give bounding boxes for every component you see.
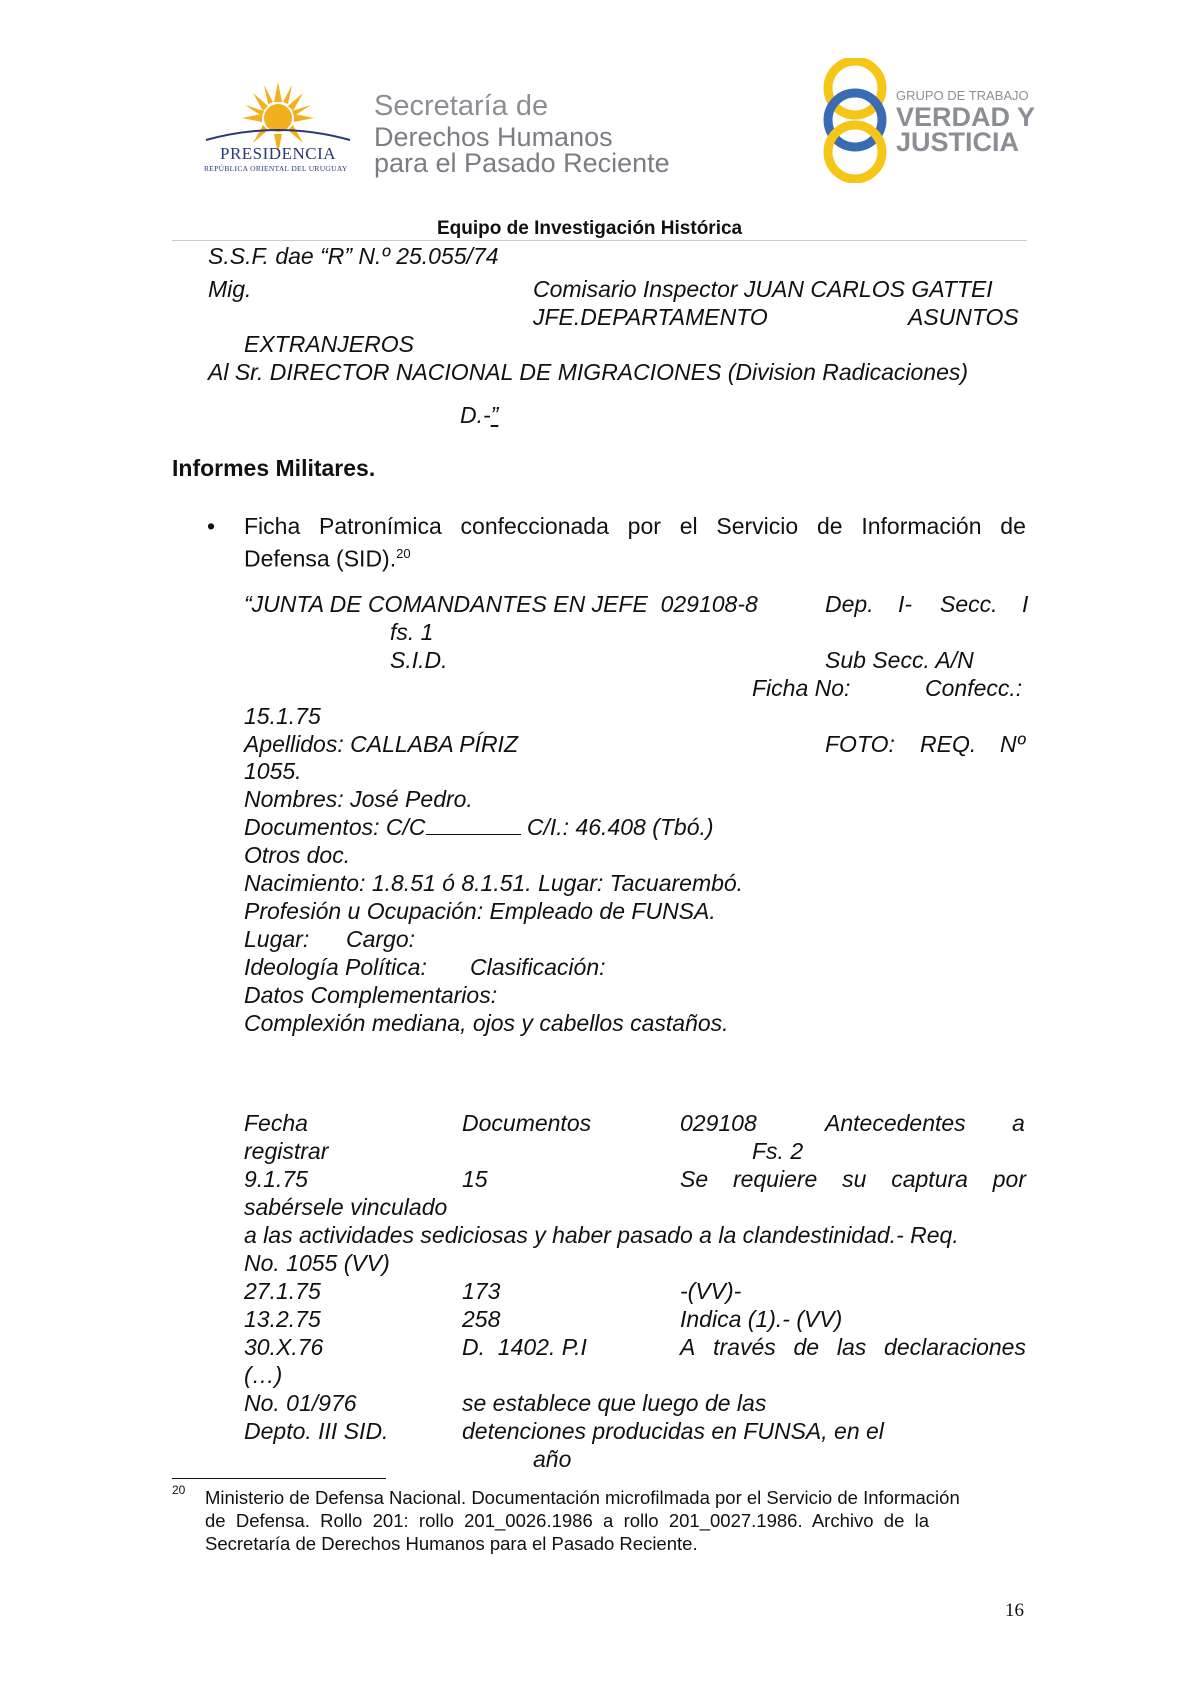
closing-d: D.-” bbox=[460, 402, 499, 428]
row6-text: detenciones producidas en FUNSA, en el bbox=[462, 1418, 884, 1444]
ficha-req: REQ. bbox=[920, 731, 977, 757]
ficha-apellidos: Apellidos: CALLABA PÍRIZ bbox=[244, 731, 518, 757]
ficha-nombres: Nombres: José Pedro. bbox=[244, 786, 473, 812]
secretaria-line-2: Derechos Humanos bbox=[374, 122, 613, 152]
row6-dept: Depto. III SID. bbox=[244, 1418, 389, 1444]
ficha-ideologia: Ideología Política: bbox=[244, 954, 427, 980]
ficha-otros-doc: Otros doc. bbox=[244, 842, 351, 868]
bullet-text-line-1: Ficha Patronímica confeccionada por el Servicio de Información de bbox=[244, 513, 1026, 539]
row1-doc: 15 bbox=[462, 1166, 488, 1192]
secretaria-line-3: para el Pasado Reciente bbox=[374, 148, 670, 178]
ficha-nro: Nº bbox=[1000, 731, 1026, 757]
research-team-heading: Equipo de Investigación Histórica bbox=[437, 218, 743, 239]
ficha-foto: FOTO: bbox=[825, 731, 895, 757]
ficha-1055: 1055. bbox=[244, 758, 302, 784]
ficha-junta: “JUNTA DE COMANDANTES EN JEFE 029108-8 bbox=[244, 591, 758, 617]
ficha-complexion: Complexión mediana, ojos y cabellos castaños. bbox=[244, 1010, 729, 1036]
page-number: 16 bbox=[1005, 1600, 1024, 1621]
ficha-fs1: fs. 1 bbox=[390, 619, 434, 645]
ficha-i-dash: I- bbox=[898, 591, 913, 617]
ficha-no: Ficha No: bbox=[752, 675, 851, 701]
ficha-cargo: Cargo: bbox=[346, 926, 416, 952]
row3-doc: 258 bbox=[462, 1306, 501, 1332]
row1-antecedent-line-1: Se requiere su captura por bbox=[680, 1166, 1026, 1192]
footnote-line-2: de Defensa. Rollo 201: rollo 201_0026.1986 a rollo 201_0027.1986. Archivo de la bbox=[205, 1510, 930, 1531]
ficha-sid: S.I.D. bbox=[390, 647, 448, 673]
ficha-datos-complementarios: Datos Complementarios: bbox=[244, 982, 498, 1008]
line-mig: Mig. bbox=[208, 276, 252, 302]
secretaria-line-1: Secretaría de bbox=[374, 90, 549, 122]
row3-antecedent: Indica (1).- (VV) bbox=[680, 1306, 843, 1332]
footnote-line-3: Secretaría de Derechos Humanos para el Pasado Reciente. bbox=[205, 1533, 698, 1554]
ficha-secc: Secc. bbox=[940, 591, 998, 617]
presidencia-name: PRESIDENCIA bbox=[220, 144, 337, 163]
ficha-documentos: Documentos: C/C C/I.: 46.408 (Tbó.) bbox=[244, 814, 714, 840]
table-header-documentos: Documentos bbox=[462, 1110, 592, 1136]
gtvj-line-1: GRUPO DE TRABAJO bbox=[896, 88, 1029, 103]
table-header-fs2: Fs. 2 bbox=[752, 1138, 804, 1164]
table-header-fecha: Fecha bbox=[244, 1110, 308, 1136]
verdad-justicia-logo bbox=[820, 58, 1036, 183]
ficha-clasificacion: Clasificación: bbox=[470, 954, 606, 980]
ficha-dep: Dep. bbox=[825, 591, 874, 617]
table-header-a: a bbox=[1012, 1110, 1025, 1136]
table-header-antecedentes: Antecedentes bbox=[825, 1110, 966, 1136]
header-divider bbox=[172, 240, 1027, 241]
row5-text: se establece que luego de las bbox=[462, 1390, 767, 1416]
footnote-reference: 20 bbox=[396, 546, 411, 561]
gtvj-line-3: JUSTICIA bbox=[896, 127, 1020, 157]
row5-doc-ref: No. 01/976 bbox=[244, 1390, 357, 1416]
row4-antecedent-line-1: A través de las declaraciones bbox=[680, 1334, 1026, 1360]
ficha-date: 15.1.75 bbox=[244, 703, 321, 729]
row1-antecedent-line-4: No. 1055 (VV) bbox=[244, 1250, 390, 1276]
row4-date: 30.X.76 bbox=[244, 1334, 324, 1360]
row4-ellipsis: (…) bbox=[244, 1362, 283, 1388]
footnote-number: 20 bbox=[172, 1483, 186, 1497]
presidencia-subtitle: REPÚBLICA ORIENTAL DEL URUGUAY bbox=[204, 164, 348, 173]
department-label: JFE.DEPARTAMENTO bbox=[533, 304, 768, 330]
row2-doc: 173 bbox=[462, 1278, 501, 1304]
footnote-line-1: Ministerio de Defensa Nacional. Documentación microfilmada por el Servicio de Información bbox=[205, 1487, 960, 1508]
department-asuntos: ASUNTOS bbox=[908, 304, 1019, 330]
row7-text: año bbox=[533, 1446, 572, 1472]
row1-date: 9.1.75 bbox=[244, 1166, 308, 1192]
signer-title: Comisario Inspector JUAN CARLOS GATTEI bbox=[533, 276, 993, 302]
section-title: Informes Militares. bbox=[172, 455, 376, 481]
department-extranjeros: EXTRANJEROS bbox=[244, 331, 414, 357]
gtvj-line-2: VERDAD Y bbox=[896, 102, 1036, 132]
ficha-confecc: Confecc.: bbox=[925, 675, 1023, 701]
row1-antecedent-line-2: sabérsele vinculado bbox=[244, 1194, 448, 1220]
sun-emblem-icon bbox=[198, 80, 358, 150]
ficha-lugar: Lugar: bbox=[244, 926, 310, 952]
row3-date: 13.2.75 bbox=[244, 1306, 321, 1332]
presidencia-logo bbox=[198, 80, 358, 175]
bullet-text-line-2: Defensa (SID).$^{20}$ bbox=[244, 545, 411, 572]
interlocking-rings-icon bbox=[820, 58, 890, 183]
row1-antecedent-line-3: a las actividades sediciosas y haber pasado a la clandestinidad.- Req. bbox=[244, 1222, 959, 1248]
ficha-secc-i: I bbox=[1022, 591, 1029, 617]
document-reference: S.S.F. dae “R” N.º 25.055/74 bbox=[208, 243, 499, 269]
bullet-marker: • bbox=[207, 513, 216, 539]
table-header-number: 029108 bbox=[680, 1110, 757, 1136]
footnote-text bbox=[205, 1486, 1026, 1555]
row2-date: 27.1.75 bbox=[244, 1278, 321, 1304]
addressee-line: Al Sr. DIRECTOR NACIONAL DE MIGRACIONES (Division Radicaciones) bbox=[208, 359, 969, 385]
ficha-profesion: Profesión u Ocupación: Empleado de FUNSA. bbox=[244, 898, 716, 924]
footnote-divider bbox=[172, 1478, 386, 1479]
table-header-registrar: registrar bbox=[244, 1138, 329, 1164]
ficha-subsecc: Sub Secc. A/N bbox=[825, 647, 974, 673]
row4-doc: D. 1402. P.I bbox=[462, 1334, 587, 1360]
ficha-nacimiento: Nacimiento: 1.8.51 ó 8.1.51. Lugar: Tacuarembó. bbox=[244, 870, 744, 896]
row2-antecedent: -(VV)- bbox=[680, 1278, 742, 1304]
